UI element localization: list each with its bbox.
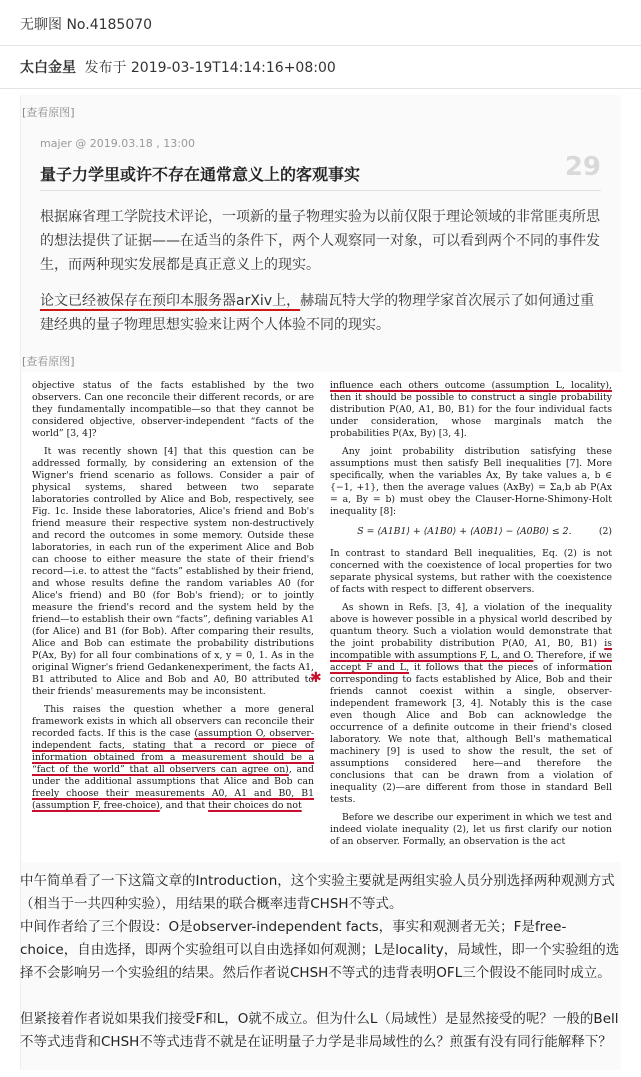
floor-number: 29 [564, 152, 601, 182]
chsh-equation: S = ⟨A1B1⟩ + ⟨A1B0⟩ + ⟨A0B1⟩ − ⟨A0B0⟩ ≤ 2. (2) [357, 526, 612, 537]
paper-paragraph: influence each others outcome (assumption L, locality), then it should be possible to construct a single probability distribution P(A0, A1, B0, B1) for the four individual facts under consideration, whose marginals match the probabilities P(Ax, By) [3, 4]. [330, 380, 612, 439]
author-name[interactable]: 太白金星 [20, 60, 76, 76]
article-title: 量子力学里或许不存在通常意义上的客观事实 [40, 165, 361, 184]
article-paragraph-1: 根据麻省理工学院技术评论，一项新的量子物理实验为以前仅限于理论领域的非常匪夷所思的想法提供了证据——在适当的条件下，两个人观察同一对象，可以看到两个不同的事件发生，而两种现实发展都是真正意义上的现实。 [40, 209, 600, 273]
annotation-underline: influence each others outcome (assumption L, locality), [330, 380, 612, 391]
site-title[interactable]: 无聊图 No.4185070 [20, 17, 153, 33]
highlighted-sentence: 论文已经被保存在预印本服务器arXiv上， [40, 293, 301, 309]
star-annotation-icon: ✱ [310, 670, 322, 686]
annotation-underline: their choices do not [208, 800, 302, 811]
paper-paragraph: It was recently shown [4] that this question can be addressed formally, by considering an extension of the Wigner's friend scenario as follows. Consider a pair of physical systems, shared between two separate laboratories controlled by Alice and Bob, respectively, see Fig. 1c. Inside these laboratories, Alice's friend and Bob's friend measure their respective system non-destructively and record the outcomes in some memory. Outside these laboratories, in each run of the experiment Alice and Bob can choose to either measure the state of their friend's record—i.e. to attest the “facts” established by their friend, and whose results define the random variables A0 (for Alice's friend) and B0 (for Bob's friend); or to jointly measure the friend's record and the system held by the friend—to establish their own “facts”, defining variables A1 (for Alice) and B1 (for Bob). After comparing their results, Alice and Bob can estimate the probability distributions P(Ax, By) for all four combinations of x, y = 0, 1. As in the original Wigner's friend Gedankenexperiment, the facts A1, B1 attributed to Alice and Bob and A0, B0 attributed to their friends' measurements may be inconsistent. [32, 446, 314, 697]
paper-scan-image [22, 372, 622, 862]
paper-paragraph: Any joint probability distribution satisfying these assumptions must then satisfy Bell inequalities [7]. More specifically, when the variables Ax, By take values a, b ∈ {−1, +1}, then the average values ⟨AxBy⟩ = Σa,b ab P(Ax = a, By = b) must obey the Clauser-Horne-Shimony-Holt inequality [8]: [330, 446, 612, 517]
annotation-underline: (assumption O, observer-independent facts, stating that a record or piece of information obtained from a measurement should be a “fact of the world” that all observers can agree on) [32, 728, 314, 775]
post-meta [20, 57, 336, 77]
header-bar [0, 0, 641, 46]
paper-paragraph: Before we describe our experiment in which we test and indeed violate inequality (2), let us first clarify our notion of an observer. Formally, an observation is the act [330, 812, 612, 847]
view-original-link[interactable]: [查看原图] [22, 106, 75, 119]
paper-right-column [330, 380, 612, 854]
comment-paragraph-3: 但紧接着作者说如果我们接受F和L，O就不成立。但为什么L（局域性）是显然接受的呢？一般的Bell不等式违背和CHSH不等式违背不就是在证明量子力学是非局域性的么？煎蛋有没有同行能解释下？ [20, 1011, 619, 1050]
paper-paragraph: objective status of the facts established by the two observers. Can one reconcile their different records, or are they fundamentally incompatible—so that they cannot be considered objective, observer-independent “facts of the world” [3, 4]? [32, 380, 314, 439]
annotation-underline: if we accept F and L, [330, 650, 612, 673]
annotation-underline: freely choose their measurements A0, A1 and B0, B1 (assumption F, free-choice) [32, 788, 314, 811]
annotation-underline: is incompatible with assumptions F, L, and O. [330, 638, 612, 661]
title-divider [40, 190, 601, 191]
meta-divider [0, 88, 641, 89]
paper-paragraph: This raises the question whether a more general framework exists in which all observers can reconcile their recorded facts. If this is the case (assumption O, observer-independent facts, stating that a record or piece of information obtained from a measurement should be a “fact of the world” that all observers can agree on), and under the additional assumptions that Alice and Bob can freely choose their measurements A0, A1 and B0, B1 (assumption F, free-choice), and that their choices do not [32, 704, 314, 811]
paper-paragraph: In contrast to standard Bell inequalities, Eq. (2) is not concerned with the coexistence of local properties for two separate physical systems, but rather with the coexistence of facts with respect to different observers. [330, 548, 612, 595]
equation-number: (2) [598, 526, 612, 537]
comment-paragraph-2: 中间作者给了三个假设：O是observer-independent facts，事实和观测者无关；F是free-choice，自由选择，即两个实验组可以自由选择如何观测；L是locality，局域性，即一个实验组的选择不会影响另一个实验组的结果。然后作者说CHSH不等式的违背表明OFL三个假设不能同时成立。 [20, 919, 620, 981]
article-paragraph-2 [40, 289, 605, 337]
paper-left-column [32, 380, 314, 818]
repost-meta: majer @ 2019.03.18 , 13:00 [40, 137, 195, 150]
comment-paragraph-1: 中午简单看了一下这篇文章的Introduction，这个实验主要就是两组实验人员分别选择两种观测方式（相当于一共四种实验），用结果的联合概率违背CHSH不等式。 [20, 873, 615, 912]
paper-paragraph: As shown in Refs. [3, 4], a violation of the inequality above is however possible in a physical world described by quantum theory. Such a violation would demonstrate that the joint probability distribution P(A0, A1, B0, B1) is incompatible with assumptions F, L, and O. Therefore, if we accept F and L, it follows that the pieces of information corresponding to facts established by Alice, Bob and their friends cannot coexist within a single, observer-independent framework [3, 4]. Notably this is the case even though Alice and Bob can acknowledge the occurrence of a definite outcome in their friend's closed laboratory. We note that, although Bell's mathematical machinery [9] is used to show the result, the set of assumptions considered here—and therefore the conclusions that can be drawn from a violation of inequality (2)—are different from those in standard Bell tests. [330, 602, 612, 805]
view-original-link[interactable]: [查看原图] [22, 355, 75, 368]
paragraph-2-rest: 赫瑞瓦特大学的物理学家首次展示了如何通过重建经典的量子物理思想实验来让两个人体验不同的现实。 [40, 293, 595, 333]
published-time: 发布于 2019-03-19T14:14:16+08:00 [84, 60, 336, 76]
